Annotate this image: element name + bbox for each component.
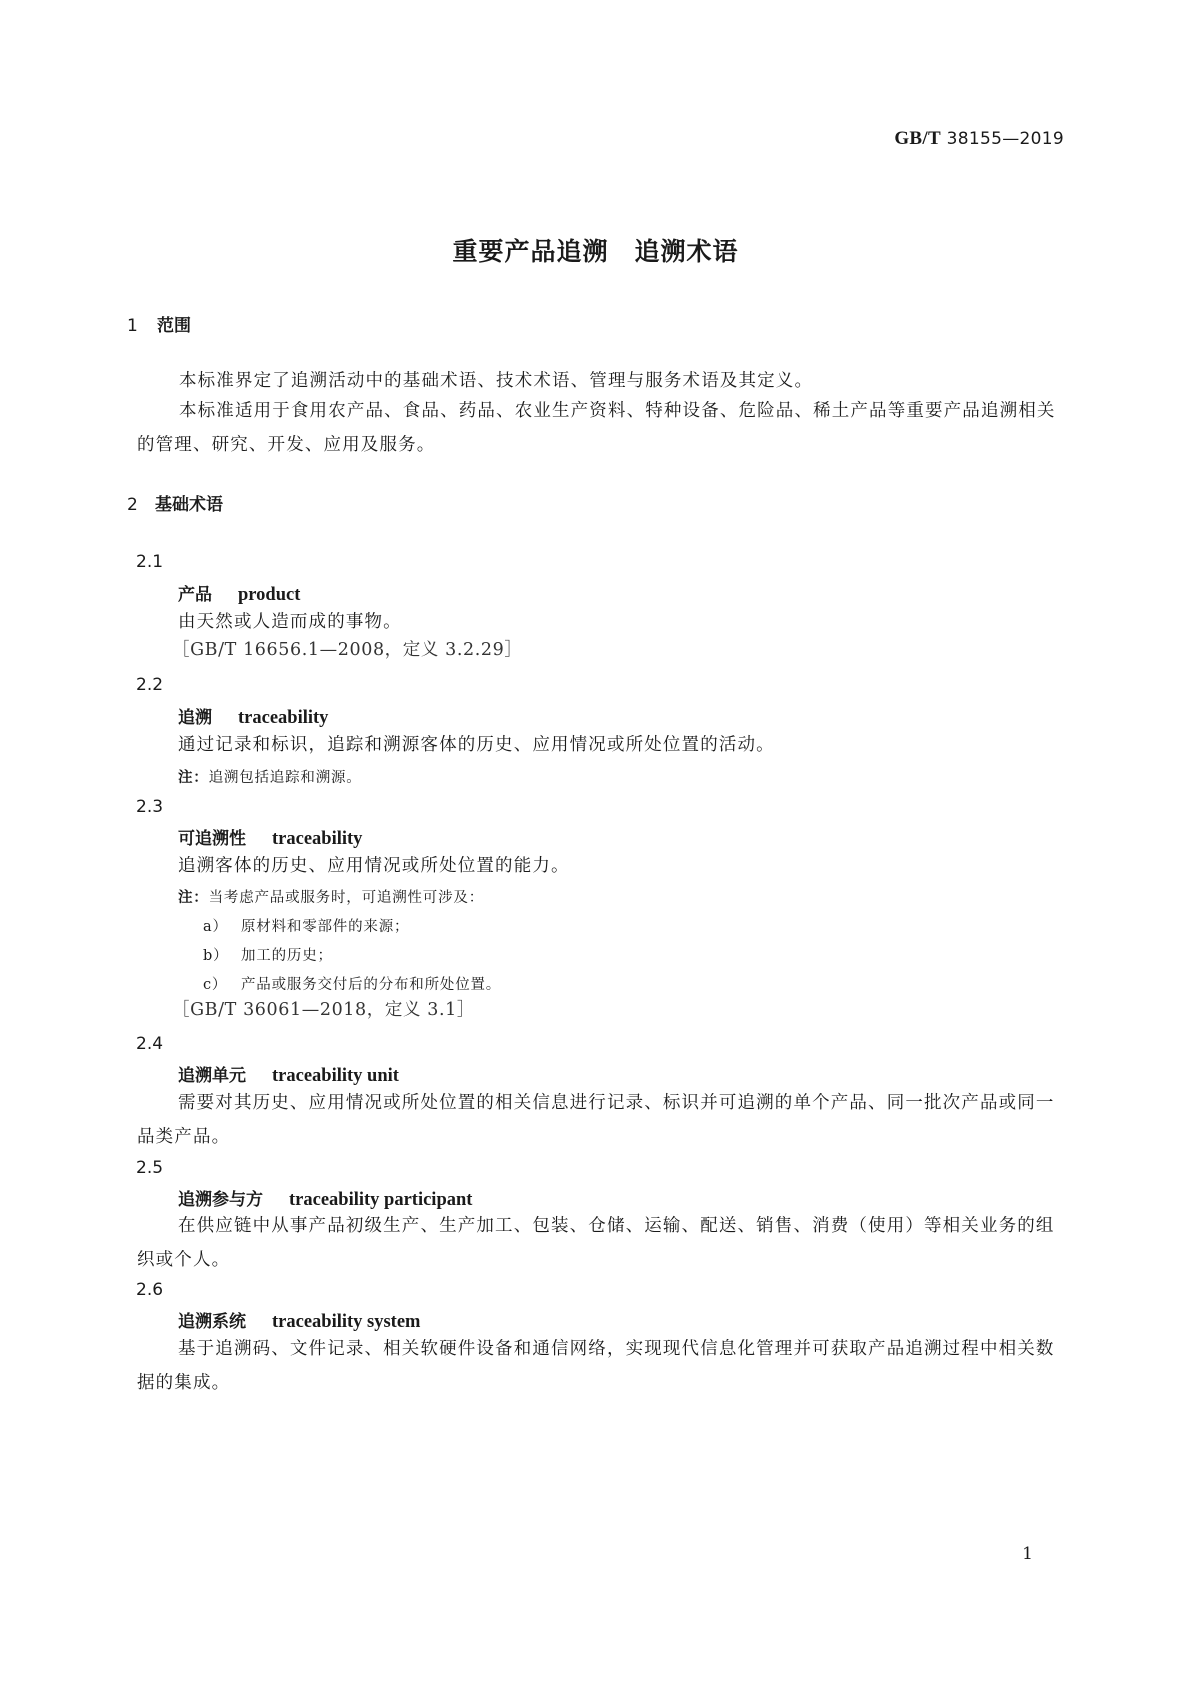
note-text: 当考虑产品或服务时，可追溯性可涉及： xyxy=(208,890,485,906)
clause-number: 2.5 xyxy=(136,1158,164,1178)
term-en: traceability xyxy=(238,708,329,728)
term-source: ［GB/T 16656.1—2008，定义 3.2.29］ xyxy=(172,640,523,660)
section-title: 范围 xyxy=(157,316,191,336)
term-zh: 产品 xyxy=(178,585,212,605)
scope-paragraph-2: 本标准适用于食用农产品、食品、药品、农业生产资料、特种设备、危险品、稀土产品等重要产品追溯相关的管理、研究、开发、应用及服务。 xyxy=(137,401,1056,455)
note-text: 追溯包括追踪和溯源。 xyxy=(208,770,362,786)
list-text: 原材料和零部件的来源； xyxy=(241,919,410,935)
note-list-item xyxy=(203,915,409,936)
term-zh: 追溯单元 xyxy=(178,1066,246,1086)
term-zh: 追溯 xyxy=(178,708,212,728)
term-zh: 追溯参与方 xyxy=(178,1190,263,1210)
scope-paragraph-1: 本标准界定了追溯活动中的基础术语、技术术语、管理与服务术语及其定义。 xyxy=(179,371,814,391)
term-definition: 需要对其历史、应用情况或所处位置的相关信息进行记录、标识并可追溯的单个产品、同一批次产品或同一品类产品。 xyxy=(137,1093,1055,1147)
page-number: 1 xyxy=(1022,1544,1033,1564)
term-entry xyxy=(178,1185,472,1211)
term-en: traceability system xyxy=(272,1312,421,1332)
clause-number: 2.6 xyxy=(136,1280,164,1300)
clause-number: 2.2 xyxy=(136,675,164,695)
list-marker: c） xyxy=(203,977,228,993)
document-title: 重要产品追溯 追溯术语 xyxy=(452,237,739,266)
term-zh: 可追溯性 xyxy=(178,829,246,849)
section-number: 2 xyxy=(127,495,138,515)
note-list-item xyxy=(203,973,501,994)
standard-code xyxy=(894,128,1064,150)
term-entry xyxy=(178,1307,420,1333)
term-definition: 基于追溯码、文件记录、相关软硬件设备和通信网络，实现现代信息化管理并可获取产品追溯过程中相关数据的集成。 xyxy=(137,1339,1055,1393)
term-entry xyxy=(178,824,362,850)
note-label: 注： xyxy=(178,890,209,906)
clause-number: 2.1 xyxy=(136,552,164,572)
list-marker: b） xyxy=(203,948,229,964)
term-definition: 在供应链中从事产品初级生产、生产加工、包装、仓储、运输、配送、销售、消费（使用）等相关业务的组织或个人。 xyxy=(137,1216,1055,1270)
standard-prefix: GB/T xyxy=(894,128,941,149)
term-source: ［GB/T 36061—2018，定义 3.1］ xyxy=(172,1000,475,1020)
term-note xyxy=(178,886,484,907)
note-label: 注： xyxy=(178,770,209,786)
term-note xyxy=(178,766,362,787)
term-en: traceability unit xyxy=(272,1066,399,1086)
clause-number: 2.4 xyxy=(136,1034,164,1054)
term-definition: 由天然或人造而成的事物。 xyxy=(178,612,402,632)
clause-number: 2.3 xyxy=(136,797,164,817)
note-list-item xyxy=(203,944,333,965)
term-entry xyxy=(178,703,328,729)
term-entry xyxy=(178,1061,399,1087)
section-1-heading xyxy=(127,311,191,336)
term-en: traceability participant xyxy=(289,1190,473,1210)
term-en: product xyxy=(238,585,301,605)
section-2-heading xyxy=(127,490,223,515)
term-definition: 追溯客体的历史、应用情况或所处位置的能力。 xyxy=(178,856,570,876)
section-number: 1 xyxy=(127,316,138,336)
term-definition: 通过记录和标识，追踪和溯源客体的历史、应用情况或所处位置的活动。 xyxy=(178,735,775,755)
section-title: 基础术语 xyxy=(155,495,223,515)
list-text: 加工的历史； xyxy=(241,948,333,964)
standard-number: 38155—2019 xyxy=(940,129,1064,149)
term-zh: 追溯系统 xyxy=(178,1312,246,1332)
term-entry xyxy=(178,580,300,606)
list-text: 产品或服务交付后的分布和所处位置。 xyxy=(241,977,502,993)
term-en: traceability xyxy=(272,829,363,849)
list-marker: a） xyxy=(203,919,228,935)
